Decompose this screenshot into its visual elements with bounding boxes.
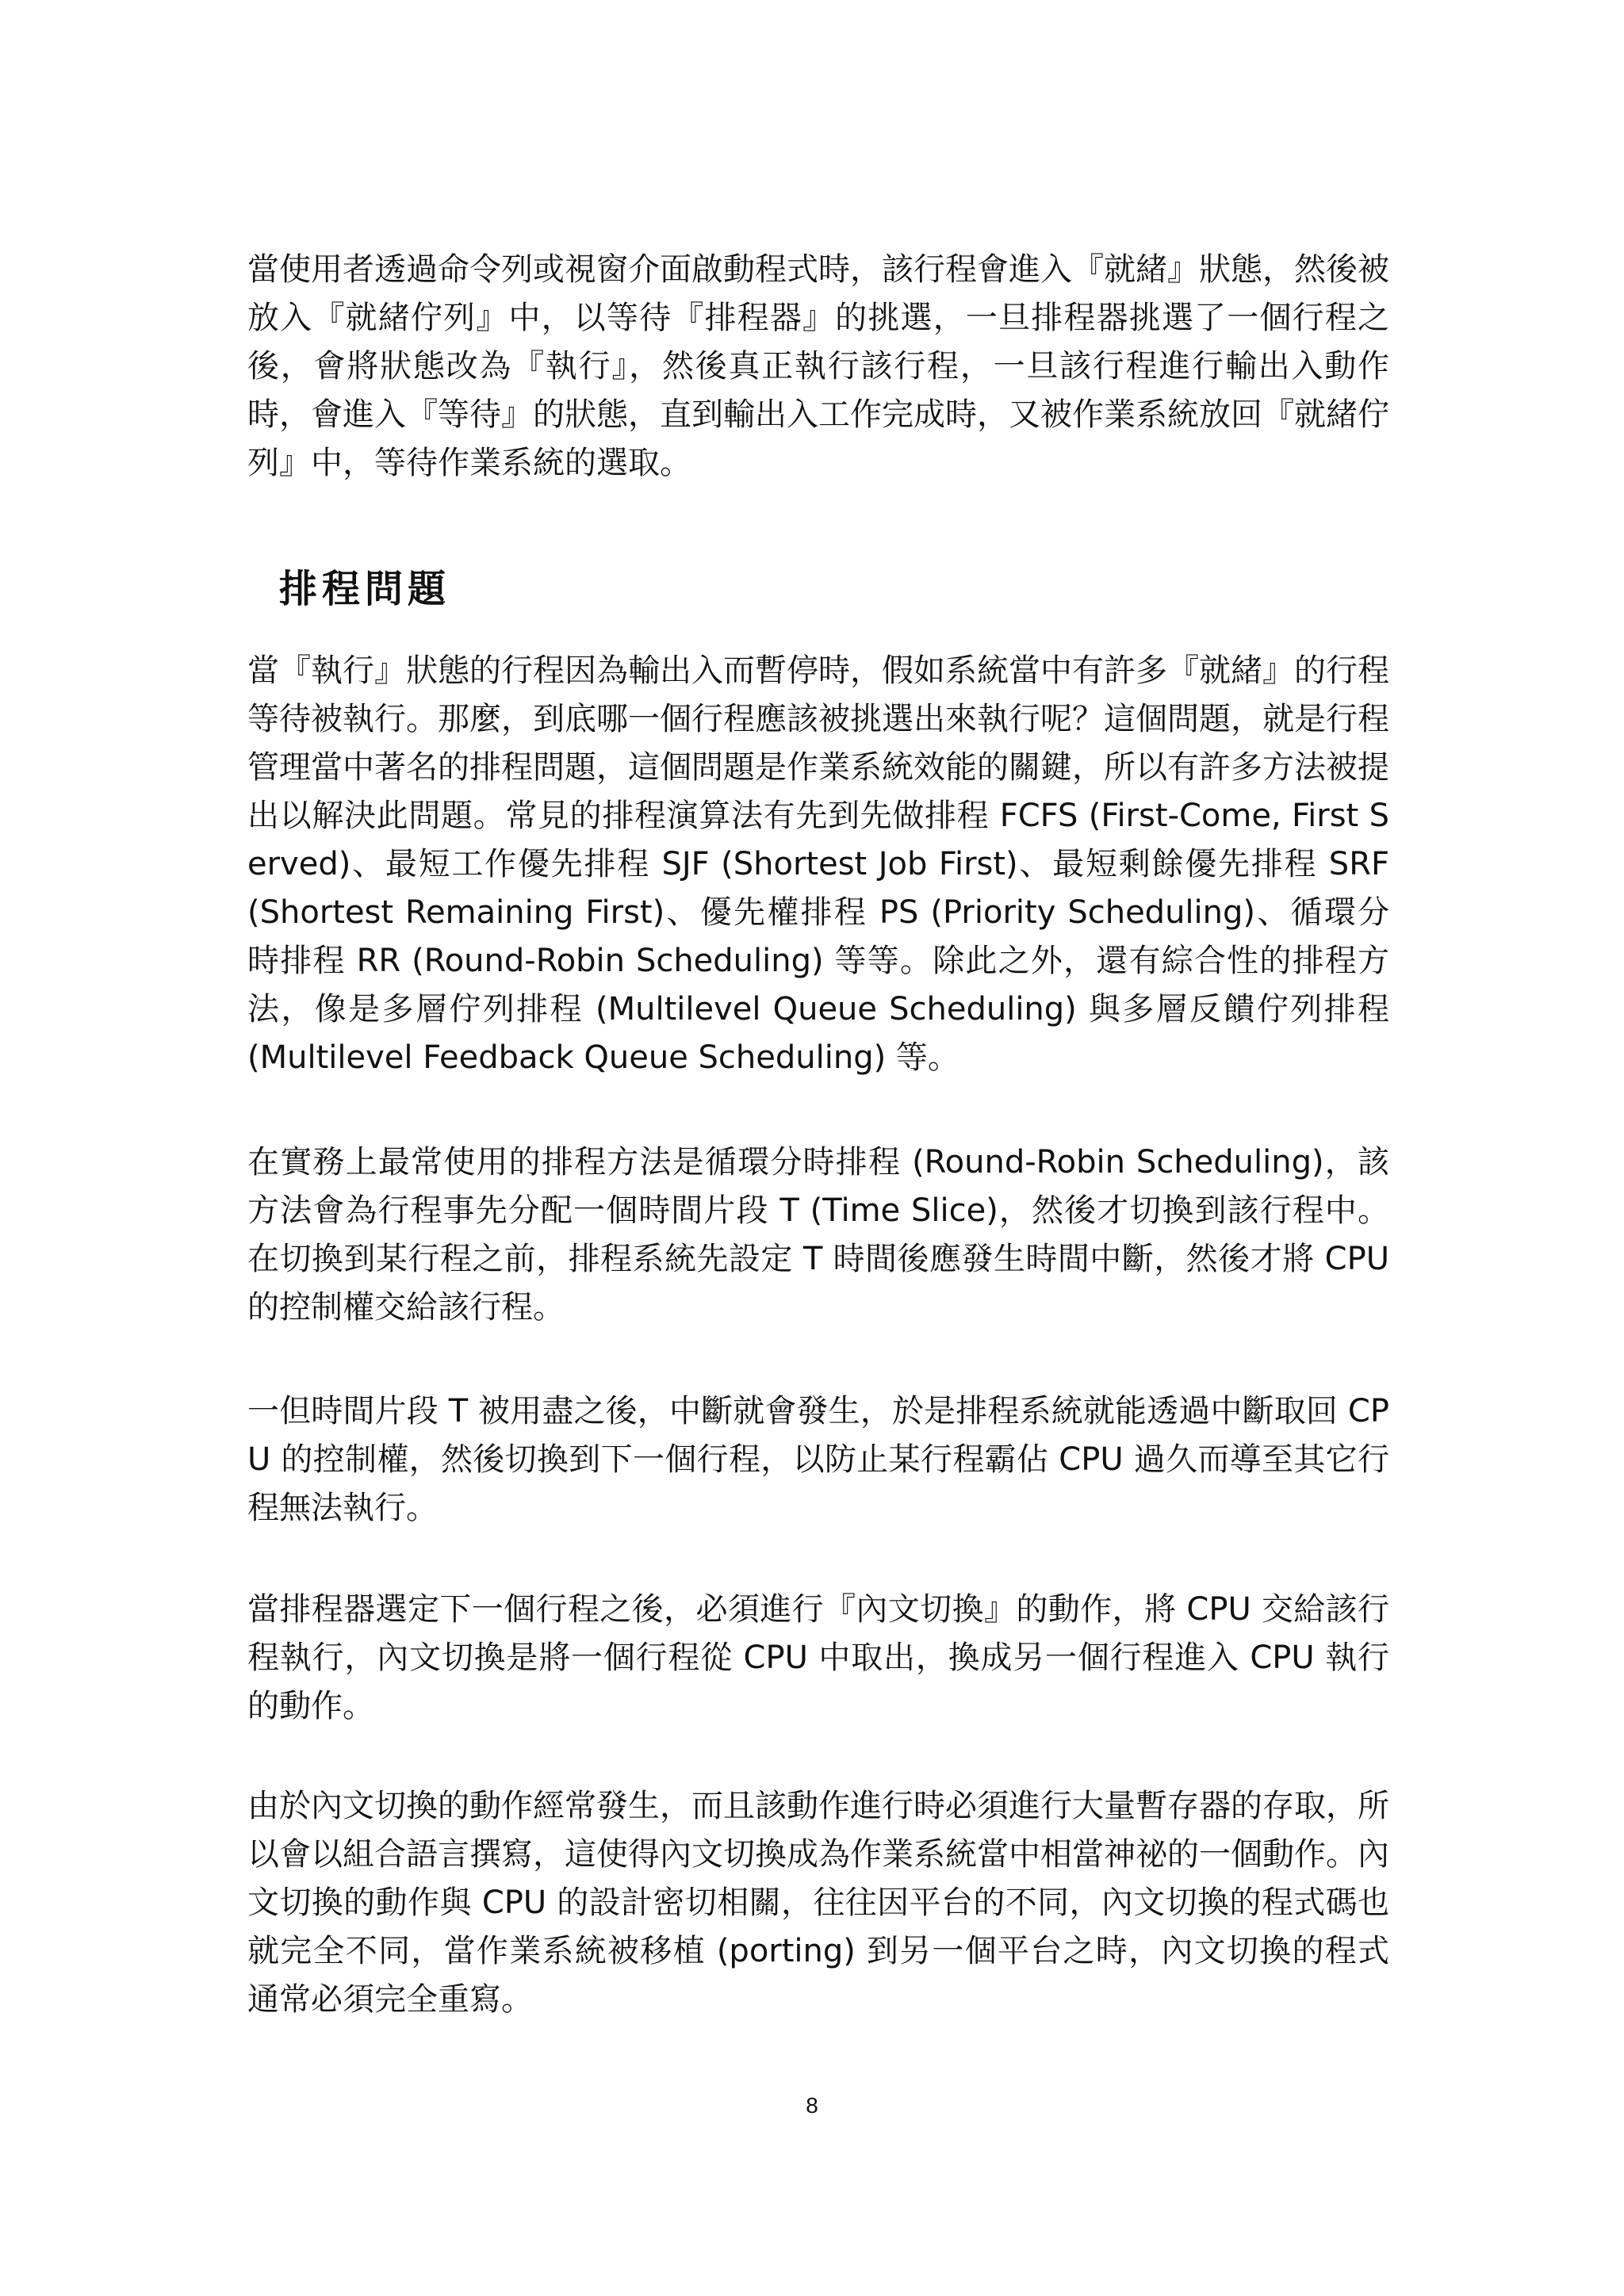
paragraph-context-switch-detail: 由於內文切換的動作經常發生，而且該動作進行時必須進行大量暫存器的存取，所以會以組合語言撰寫，這使得內文切換成為作業系統當中相當神祕的一個動作。內文切換的動作與 CPU 的設計密切相關，往往因平台的不同，內文切換的程式碼也就完全不同，當作業系統被移植 (porting) 到另一個平台之時，內文切換的程式通常必須完全重寫。 — [247, 1788, 1389, 2018]
paragraph-round-robin: 在實務上最常使用的排程方法是循環分時排程 (Round-Robin Scheduling)，該方法會為行程事先分配一個時間片段 T (Time Slice)，然後才切換到該行程中。在切換到某行程之前，排程系統先設定 T 時間後應發生時間中斷，然後才將 CPU 的控制權交給該行程。 — [247, 1144, 1389, 1326]
page-number: 8 — [806, 2093, 818, 2118]
paragraph-scheduling-problem: 當『執行』狀態的行程因為輸出入而暫停時，假如系統當中有許多『就緒』的行程等待被執行。那麼，到底哪一個行程應該被挑選出來執行呢？這個問題，就是行程管理當中著名的排程問題，這個問題是作業系統效能的關鍵，所以有許多方法被提出以解決此問題。常見的排程演算法有先到先做排程 FCFS (First-Come, First Served)、最短工作優先排程 SJF (Shortest Job First)、最短剩餘優先排程 SRF (Shortest Remaining First)、優先權排程 PS (Priority Scheduling)、循環分時排程 RR (Round-Robin Scheduling) 等等。除此之外，還有綜合性的排程方法，像是多層佇列排程 (Multilevel Queue Scheduling) 與多層反饋佇列排程 (Multilevel Feedback Queue Scheduling) 等。 — [247, 652, 1389, 1076]
paragraph-context-switch: 當排程器選定下一個行程之後，必須進行『內文切換』的動作，將 CPU 交給該行程執行，內文切換是將一個行程從 CPU 中取出，換成另一個行程進入 CPU 執行的動作。 — [247, 1591, 1389, 1724]
paragraph-time-slice: 一但時間片段 T 被用盡之後，中斷就會發生，於是排程系統就能透過中斷取回 CPU 的控制權，然後切換到下一個行程，以防止某行程霸佔 CPU 過久而導至其它行程無法執行。 — [247, 1393, 1389, 1526]
paragraph-process-states: 當使用者透過命令列或視窗介面啟動程式時，該行程會進入『就緒』狀態，然後被放入『就緒佇列』中，以等待『排程器』的挑選，一旦排程器挑選了一個行程之後，會將狀態改為『執行』，然後真正執行該行程，一旦該行程進行輸出入動作時，會進入『等待』的狀態，直到輸出入工作完成時，又被作業系統放回『就緒佇列』中，等待作業系統的選取。 — [247, 251, 1389, 481]
section-heading: 排程問題 — [279, 567, 451, 611]
